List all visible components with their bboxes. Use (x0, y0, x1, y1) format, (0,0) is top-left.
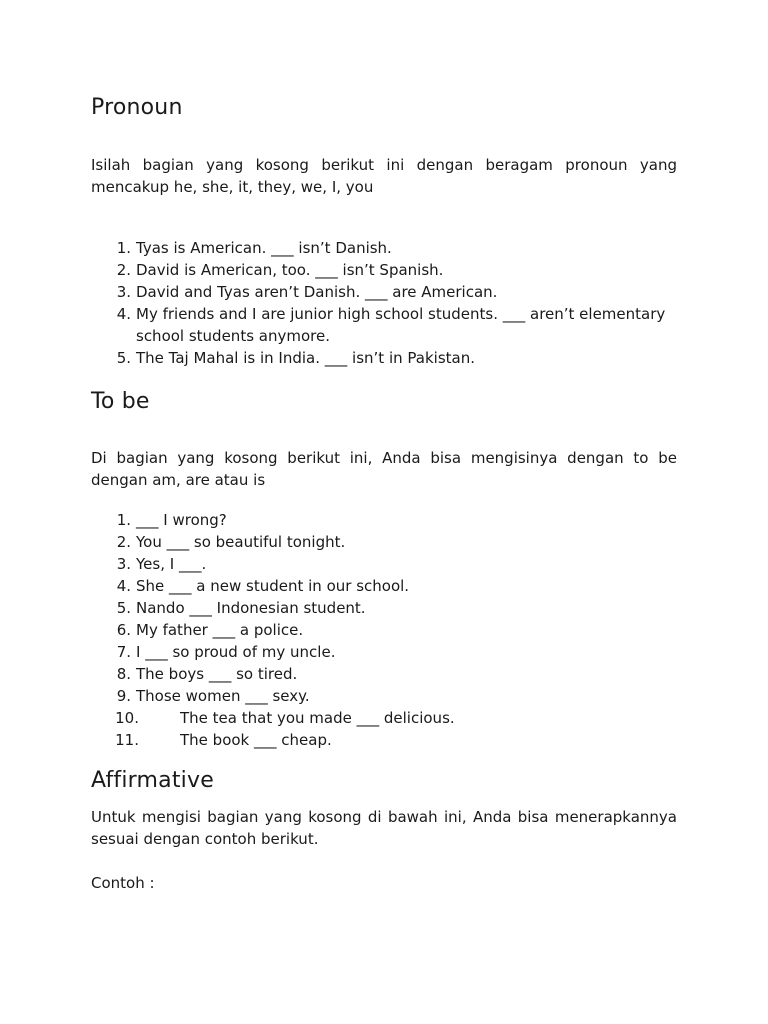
item-text: The book ___ cheap. (180, 731, 332, 749)
list-item (91, 619, 677, 641)
item-text: Those women ___ sexy. (136, 687, 310, 705)
item-number: 8. (116, 665, 131, 683)
item-number: 2. (116, 261, 131, 279)
item-text: Nando ___ Indonesian student. (136, 599, 366, 617)
item-number: 9. (116, 687, 131, 705)
list-item (91, 707, 677, 729)
item-number: 4. (116, 305, 131, 323)
list-item (91, 685, 677, 707)
pronoun-heading: Pronoun (91, 95, 183, 120)
list-item (91, 303, 677, 347)
item-number: 10. (115, 709, 139, 727)
item-number: 1. (116, 511, 131, 529)
affirmative-instruction: Untuk mengisi bagian yang kosong di bawah ini, Anda bisa menerapkannya sesuai dengan contoh berikut. (91, 808, 677, 848)
item-text: David and Tyas aren’t Danish. ___ are American. (136, 283, 498, 301)
list-item (91, 575, 677, 597)
list-item (91, 597, 677, 619)
item-text: The tea that you made ___ delicious. (180, 709, 455, 727)
example-label: Contoh : (91, 874, 155, 892)
affirmative-heading: Affirmative (91, 768, 214, 793)
to-be-exercise-list (91, 509, 677, 751)
item-text: The boys ___ so tired. (136, 665, 298, 683)
item-text: ___ I wrong? (136, 511, 227, 529)
item-number: 6. (116, 621, 131, 639)
item-number: 11. (115, 731, 139, 749)
to-be-instruction: Di bagian yang kosong berikut ini, Anda bisa mengisinya dengan to be dengan am, are atau is (91, 449, 677, 489)
item-text: My friends and I are junior high school students. ___ aren’t elementary school students anymore. (136, 305, 666, 345)
pronoun-instruction: Isilah bagian yang kosong berikut ini dengan beragam pronoun yang mencakup he, she, it, they, we, I, you (91, 156, 677, 196)
list-item (91, 347, 677, 369)
item-text: David is American, too. ___ isn’t Spanish. (136, 261, 444, 279)
item-text: The Taj Mahal is in India. ___ isn’t in Pakistan. (136, 349, 475, 367)
list-item (91, 237, 677, 259)
item-number: 7. (116, 643, 131, 661)
item-number: 2. (116, 533, 131, 551)
list-item (91, 531, 677, 553)
item-number: 3. (116, 555, 131, 573)
item-text: You ___ so beautiful tonight. (136, 533, 346, 551)
item-number: 5. (116, 599, 131, 617)
item-text: My father ___ a police. (136, 621, 304, 639)
pronoun-exercise-list (91, 237, 677, 369)
to-be-heading: To be (91, 389, 150, 414)
list-item (91, 641, 677, 663)
item-text: She ___ a new student in our school. (136, 577, 410, 595)
item-number: 1. (116, 239, 131, 257)
list-item (91, 553, 677, 575)
item-number: 3. (116, 283, 131, 301)
list-item (91, 259, 677, 281)
item-number: 4. (116, 577, 131, 595)
list-item (91, 663, 677, 685)
item-text: Yes, I ___. (136, 555, 207, 573)
list-item (91, 729, 677, 751)
item-number: 5. (116, 349, 131, 367)
list-item (91, 281, 677, 303)
item-text: I ___ so proud of my uncle. (136, 643, 336, 661)
list-item (91, 509, 677, 531)
item-text: Tyas is American. ___ isn’t Danish. (136, 239, 392, 257)
